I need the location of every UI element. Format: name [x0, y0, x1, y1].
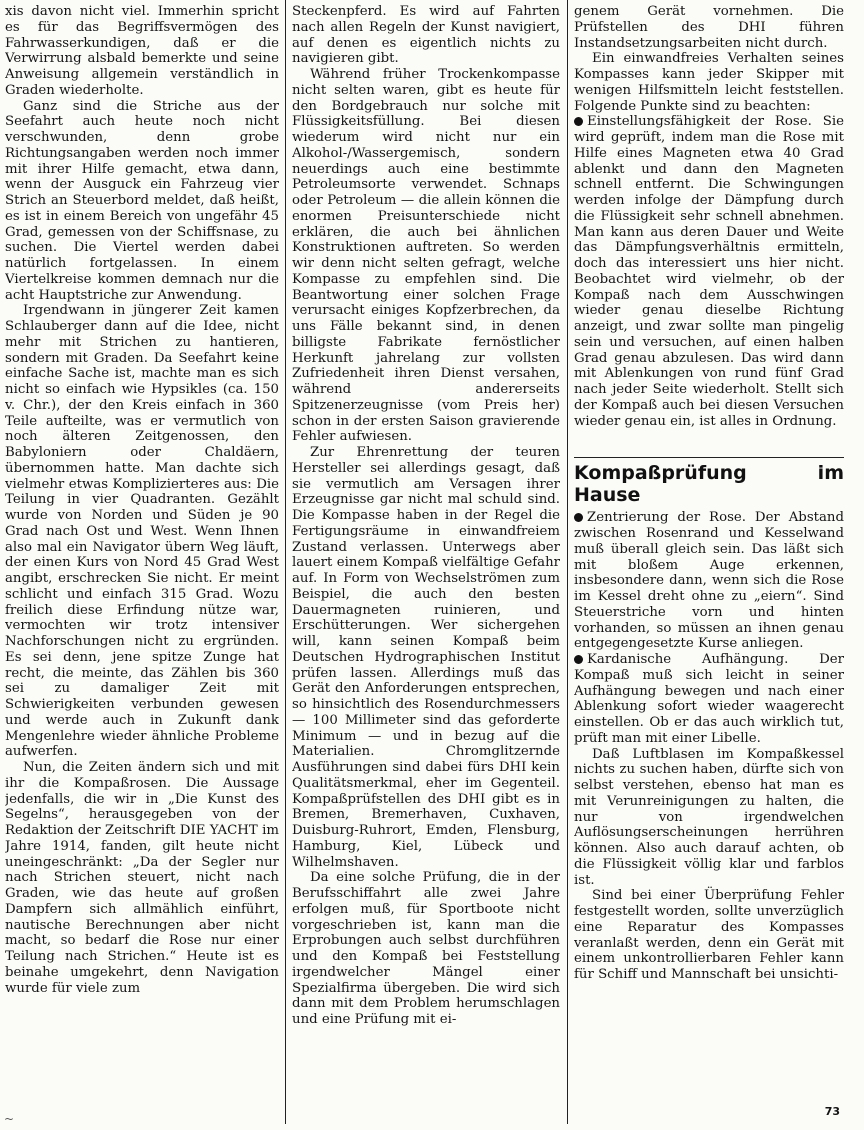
bullet-text: Kardanische Aufhängung. Der Kompaß muß sich leicht in seiner Aufhängung bewegen und nach einer Ablenkung sofort wieder waagerecht einstellen. Ob er das auch wirklich tut, prüft man mit einer Libelle. [574, 652, 844, 746]
paragraph: Daß Luftblasen im Kompaßkessel nichts zu suchen haben, dürfte sich von selbst verstehen, ebenso hat man es mit Verunreinigungen zu halten, die nur von irgendwelchen Auflösungserscheinungen herrühren können. Also auch darauf achten, ob die Flüssigkeit völlig klar und farblos ist. [574, 746, 844, 888]
paragraph: Irgendwann in jüngerer Zeit kamen Schlauberger dann auf die Idee, nicht mehr mit Strichen zu hantieren, sondern mit Graden. Da Seefahrt keine einfache Sache ist, machte man es sich nicht so einfach wie Hypsikles (ca. 150 v. Chr.), der den Kreis einfach in 360 Teile aufteilte, was er vermutlich von noch älteren Zeitgenossen, den Babyloniern oder Chaldäern, übernommen hatte. Man dachte sich vielmehr etwas Komplizierteres aus: Die Teilung in vier Quadranten. Gezählt wurde von Norden und Süden je 90 Grad nach Ost und West. Wenn Ihnen also mal ein Navigator übern Weg läuft, der einen Kurs von Nord 45 Grad West angibt, erschrecken Sie nicht. Er meint schlicht und einfach 315 Grad. Wozu freilich diese Erfindung nütze war, vermochten wir trotz intensiver Nachforschungen nicht zu ergründen. Es sei denn, jene spitze Zunge hat recht, die meinte, das Zählen bis 360 sei zu damaliger Zeit mit Schwierigkeiten verbunden gewesen und werde auch in Zukunft dank Mengenlehre wieder ähnliche Probleme aufwerfen. [5, 303, 279, 760]
column-rule [567, 0, 568, 1124]
bullet-paragraph [574, 652, 844, 747]
bullet-icon [574, 655, 583, 664]
text-column-1 [5, 4, 279, 1116]
bullet-text: Zentrierung der Rose. Der Abstand zwischen Rosenrand und Kesselwand muß überall gleich sein. Das läßt sich mit bloßem Auge erkennen, insbesondere dann, wenn sich die Rose im Kessel dreht ohne zu „eiern“. Sind Steuerstriche vorn und hinten vorhanden, so müssen an ihnen genau entgegengesetzte Kurse anliegen. [574, 510, 844, 652]
paragraph: xis davon nicht viel. Immerhin spricht es für das Begriffsvermögen des Fahrwasserkundigen, daß er die Verwirrung alsbald bemerkte und seine Anweisung allgemein verständlich in Graden wiederholte. [5, 4, 279, 98]
paragraph: Steckenpferd. Es wird auf Fahrten nach allen Regeln der Kunst navigiert, auf denen es eigentlich nichts zu navigieren gibt. [292, 4, 560, 67]
paragraph: Da eine solche Prüfung, die in der Berufsschiffahrt alle zwei Jahre erfolgen muß, für Sportboote nicht vorgeschrieben ist, kann man die Erprobungen auch selbst durchführen und den Kompaß bei Feststellung irgendwelcher Mängel einer Spezialfirma übergeben. Die wird sich dann mit dem Problem herumschlagen und eine Prüfung mit ei- [292, 870, 560, 1027]
margin-mark: ~ [4, 1112, 15, 1126]
text-column-3 [574, 4, 844, 1116]
bullet-icon [574, 117, 583, 126]
bullet-text: Einstellungsfähigkeit der Rose. Sie wird geprüft, indem man die Rose mit Hilfe eines Magneten etwa 40 Grad ablenkt und dann den Magneten schnell entfernt. Die Schwingungen werden infolge der Dämpfung durch die Flüssigkeit sehr schnell abnehmen. Man kann aus deren Dauer und Weite das Dämpfungsverhältnis ermitteln, doch das interessiert uns hier nicht. Beobachtet wird vielmehr, ob der Kompaß nach dem Ausschwingen wieder genau dieselbe Richtung anzeigt, und zwar sollte man pingelig sein und versuchen, auf einen halben Grad genau abzulesen. Das wird dann mit Ablenkungen von rund fünf Grad nach jeder Seite wiederholt. Stellt sich der Kompaß auch bei diesen Versuchen wieder genau ein, ist alles in Ordnung. [574, 114, 844, 429]
text-column-2 [292, 4, 560, 1116]
bullet-paragraph [574, 114, 844, 429]
paragraph: Zur Ehrenrettung der teuren Hersteller sei allerdings gesagt, daß sie vermutlich am Versagen ihrer Erzeugnisse gar nicht mal schuld sind. Die Kompasse haben in der Regel die Fertigungsräume in einwandfreiem Zustand verlassen. Unterwegs aber lauert einem Kompaß vielfältige Gefahr auf. In Form von Wechselströmen zum Beispiel, die auch den besten Dauermagneten ruinieren, und Erschütterungen. Wer sichergehen will, kann seinen Kompaß beim Deutschen Hydrographischen Institut prüfen lassen. Allerdings muß das Gerät den Anforderungen entsprechen, so hinsichtlich des Rosendurchmessers — 100 Millimeter sind das geforderte Minimum — und in bezug auf die Materialien. Chromglitzernde Ausführungen sind dabei fürs DHI kein Qualitätsmerkmal, eher im Gegenteil. Kompaßprüfstellen des DHI gibt es in Bremen, Bremerhaven, Cuxhaven, Duisburg-Ruhrort, Emden, Flensburg, Hamburg, Kiel, Lübeck und Wilhelmshaven. [292, 445, 560, 870]
paragraph: Nun, die Zeiten ändern sich und mit ihr die Kompaßrosen. Die Aussage jedenfalls, die wir in „Die Kunst des Segelns“, herausgegeben von der Redaktion der Zeitschrift DIE YACHT im Jahre 1914, fanden, gilt heute nicht uneingeschränkt: „Da der Segler nur nach Strichen steuert, nicht nach Graden, wie das heute auf großen Dampfern sich allmählich einführt, nautische Berechnungen aber nicht macht, so bedarf die Rose nur einer Teilung nach Strichen.“ Heute ist es beinahe umgekehrt, denn Navigation wurde für viele zum [5, 760, 279, 996]
section-heading-block [574, 457, 844, 506]
paragraph: genem Gerät vornehmen. Die Prüfstellen des DHI führen Instandsetzungsarbeiten nicht durch. [574, 4, 844, 51]
paragraph: Ein einwandfreies Verhalten seines Kompasses kann jeder Skipper mit wenigen Hilfsmitteln leicht feststellen. Folgende Punkte sind zu beachten: [574, 51, 844, 114]
paragraph: Während früher Trockenkompasse nicht selten waren, gibt es heute für den Bordgebrauch nur solche mit Flüssigkeitsfüllung. Bei diesen wiederum wird nicht nur ein Alkohol-/Wassergemisch, sondern neuerdings auch eine bestimmte Petroleumsorte verwendet. Schnaps oder Petroleum — die allein können die enormen Preisunterschiede nicht erklären, die auch bei ähnlichen Konstruktionen auftreten. So werden wir denn nicht selten gefragt, welche Kompasse zu empfehlen sind. Die Beantwortung einer solchen Frage verursacht einiges Kopfzerbrechen, da uns Fälle bekannt sind, in denen billigste Fabrikate fernöstlicher Herkunft jahrelang zur vollsten Zufriedenheit ihren Dienst versahen, während andererseits Spitzenerzeugnisse (vom Preis her) schon in der ersten Saison gravierende Fehler aufwiesen. [292, 67, 560, 445]
page-number: 73 [824, 1105, 840, 1118]
paragraph: Sind bei einer Überprüfung Fehler festgestellt worden, sollte unverzüglich eine Reparatur des Kompasses veranlaßt werden, denn ein Gerät mit einem unkontrollierbaren Fehler kann für Schiff und Mannschaft bei unsichti- [574, 888, 844, 982]
bullet-paragraph [574, 510, 844, 652]
column-rule [285, 0, 286, 1124]
paragraph: Ganz sind die Striche aus der Seefahrt auch heute noch nicht verschwunden, denn grobe Richtungsangaben werden noch immer mit ihrer Hilfe gemacht, etwa dann, wenn der Ausguck ein Fahrzeug vier Strich an Steuerbord meldet, daß heißt, es ist in einem Bereich von ungefähr 45 Grad, gemessen von der Schiffsnase, zu suchen. Die Viertel werden dabei natürlich fortgelassen. In einem Viertelkreise kommen demnach nur die acht Hauptstriche zur Anwendung. [5, 98, 279, 303]
section-heading: Kompaßprüfung im Hause [574, 462, 844, 507]
bullet-icon [574, 513, 583, 522]
